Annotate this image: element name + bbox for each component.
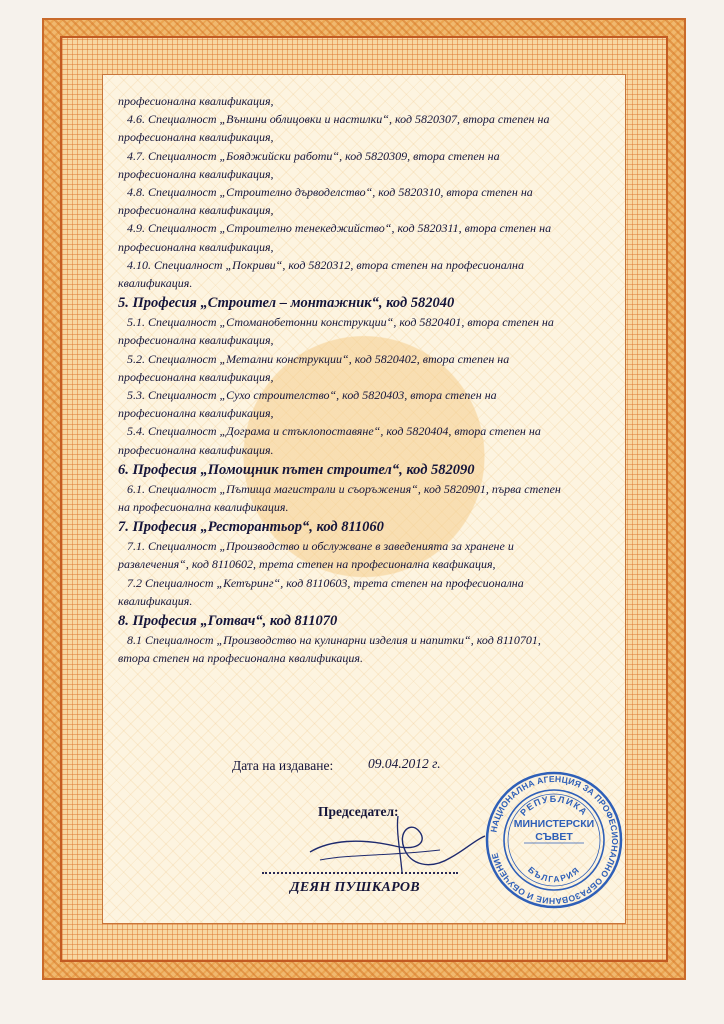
stamp-ring-text: НАЦИОНАЛНА АГЕНЦИЯ ЗА ПРОФЕСИОНАЛНО ОБРАЗОВАНИЕ И ОБУЧЕНИЕ bbox=[488, 773, 621, 907]
qualification-line: втора степен на професионална квалификация. bbox=[118, 651, 363, 666]
stamp-center-text bbox=[506, 818, 602, 844]
qualification-line: 4.6. Специалност „Външни облицовки и настилки“, код 5820307, втора степен на bbox=[127, 112, 550, 127]
qualification-line: професионална квалификация, bbox=[118, 369, 274, 384]
qualification-line: професионална квалификация, bbox=[118, 333, 274, 348]
stamp-top-arc: РЕПУБЛИКА bbox=[518, 793, 590, 818]
qualification-line: професионална квалификация, bbox=[118, 406, 274, 421]
qualification-line: 4.10. Специалност „Покриви“, код 5820312, втора степен на професионална bbox=[127, 257, 524, 272]
stamp-line1: МИНИСТЕРСКИ bbox=[513, 818, 595, 830]
qualification-line: 7.2 Специалност „Кетъринг“, код 8110603, трета степен на професионална bbox=[127, 575, 524, 590]
qualification-line: квалификация. bbox=[118, 593, 193, 608]
qualification-line: 5.2. Специалност „Метални конструкции“, код 5820402, втора степен на bbox=[127, 351, 510, 366]
qualification-line: професионална квалификация, bbox=[118, 166, 274, 181]
qualification-line: професионална квалификация, bbox=[118, 130, 274, 145]
chairman-label: Председател: bbox=[318, 804, 399, 819]
profession-heading: 8. Професия „Готвач“, код 811070 bbox=[118, 613, 338, 630]
qualification-line: професионална квалификация, bbox=[118, 94, 274, 108]
profession-heading: 6. Професия „Помощник пътен строител“, код 582090 bbox=[118, 461, 475, 478]
qualification-line: на професионална квалификация. bbox=[118, 500, 289, 515]
qualification-line: 8.1 Специалност „Производство на кулинарни изделия и напитки“, код 8110701, bbox=[127, 633, 541, 648]
signature-line bbox=[262, 872, 458, 874]
qualification-line: професионална квалификация, bbox=[118, 239, 274, 254]
issue-date-label: Дата на издаване: bbox=[232, 758, 334, 773]
handwritten-signature bbox=[300, 810, 490, 880]
qualification-line: професионална квалификация. bbox=[118, 442, 274, 457]
qualification-line: 4.9. Специалност „Строително тенекеджийство“, код 5820311, втора степен на bbox=[127, 221, 552, 236]
qualification-line: квалификация. bbox=[118, 276, 193, 291]
issue-date-row bbox=[232, 756, 441, 774]
signer-name: ДЕЯН ПУШКАРОВ bbox=[290, 880, 420, 895]
profession-heading: 7. Професия „Ресторантьор“, код 811060 bbox=[118, 519, 384, 536]
qualification-line: 6.1. Специалност „Пътища магистрали и съоръжения“, код 5820901, първа степен bbox=[127, 481, 561, 496]
stamp-line2: СЪВЕТ bbox=[535, 831, 573, 843]
qualification-line: 7.1. Специалност „Производство и обслужване в заведенията за хранене и bbox=[127, 539, 514, 554]
qualification-line: развлечения“, код 8110602, трета степен на професионална квафикация, bbox=[118, 557, 496, 572]
profession-heading: 5. Професия „Строител – монтажник“, код 582040 bbox=[118, 295, 455, 312]
qualification-line: 5.3. Специалност „Сухо строителство“, код 5820403, втора степен на bbox=[127, 388, 497, 403]
qualification-line: 5.4. Специалност „Дограма и стъклопоставяне“, код 5820404, втора степен на bbox=[127, 424, 541, 439]
qualification-line: професионална квалификация, bbox=[118, 203, 274, 218]
qualification-line: 5.1. Специалност „Стоманобетонни конструкции“, код 5820401, втора степен на bbox=[127, 315, 554, 330]
qualification-line: 4.8. Специалност „Строително дърводелство“, код 5820310, втора степен на bbox=[127, 185, 533, 200]
qualification-line: 4.7. Специалност „Бояджийски работи“, код 5820309, втора степен на bbox=[127, 148, 500, 163]
qualification-list bbox=[118, 92, 598, 667]
issue-date-value: 09.04.2012 г. bbox=[368, 756, 441, 771]
stamp-bottom-arc: БЪЛГАРИЯ bbox=[526, 864, 582, 885]
